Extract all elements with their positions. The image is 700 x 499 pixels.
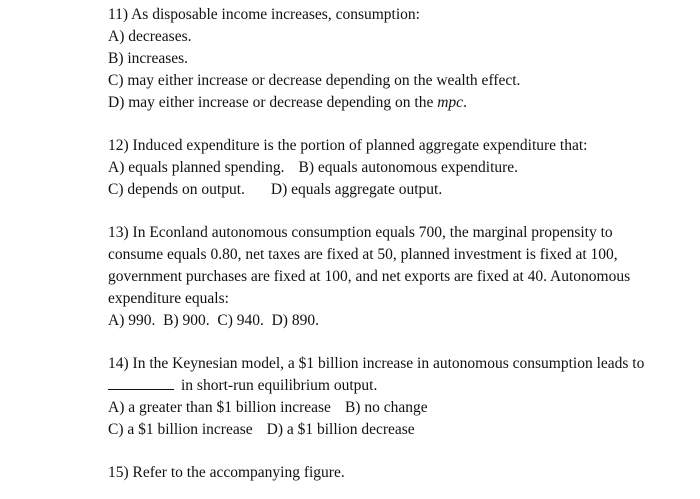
question-11-option-c: C) may either increase or decrease depending on the wealth effect. [108, 72, 521, 89]
question-13-stem-line-4: expenditure equals: [108, 290, 229, 307]
question-12 [108, 135, 694, 201]
question-13 [108, 222, 694, 332]
question-13-stem-line-2: consume equals 0.80, net taxes are fixed at 50, planned investment is fixed at 100, [108, 246, 618, 263]
question-14-options-cd [108, 419, 694, 441]
question-11-option-d-italic: mpc [437, 94, 464, 111]
question-13-options [108, 310, 694, 332]
question-12-options-cd [108, 179, 694, 201]
question-14 [108, 353, 694, 441]
question-11-option-d-suffix: . [463, 94, 467, 111]
question-14-option-c: C) a $1 billion increase [108, 421, 253, 438]
question-14-stem-line-2 [108, 375, 694, 397]
question-13-stem-line-3: government purchases are fixed at 100, and net exports are fixed at 40. Autonomous [108, 268, 631, 285]
question-12-stem: 12) Induced expenditure is the portion of planned aggregate expenditure that: [108, 137, 588, 154]
question-11-option-d-text: D) may either increase or decrease depending on the [108, 94, 434, 111]
question-11-stem: 11) As disposable income increases, consumption: [108, 6, 420, 23]
question-14-stem-line-2-text: in short-run equilibrium output. [181, 377, 378, 394]
question-14-option-b: B) no change [344, 399, 428, 416]
question-13-option-a: A) 990. [108, 312, 156, 329]
question-15 [108, 462, 694, 484]
question-12-option-c: C) depends on output. [108, 181, 245, 198]
question-13-option-c: C) 940. [217, 312, 264, 329]
question-11-option-a: A) decreases. [108, 28, 192, 45]
question-11-option-b: B) increases. [108, 50, 189, 67]
question-15-stem: 15) Refer to the accompanying figure. [108, 464, 345, 481]
question-11 [108, 4, 694, 114]
question-13-stem-line-1: 13) In Econland autonomous consumption equals 700, the marginal propensity to [108, 224, 613, 241]
answer-blank [108, 375, 174, 390]
question-12-option-b: B) equals autonomous expenditure. [298, 159, 519, 176]
question-sheet [108, 4, 694, 484]
question-14-stem-line-1: 14) In the Keynesian model, a $1 billion increase in autonomous consumption leads to [108, 355, 645, 372]
question-14-option-a: A) a greater than $1 billion increase [108, 399, 331, 416]
question-13-option-d: D) 890. [271, 312, 319, 329]
question-13-option-b: B) 900. [163, 312, 210, 329]
question-14-option-d: D) a $1 billion decrease [266, 421, 415, 438]
question-12-options-ab [108, 157, 694, 179]
question-12-option-d: D) equals aggregate output. [270, 181, 443, 198]
question-12-option-a: A) equals planned spending. [108, 159, 285, 176]
question-11-option-d [108, 92, 694, 114]
question-14-options-ab [108, 397, 694, 419]
